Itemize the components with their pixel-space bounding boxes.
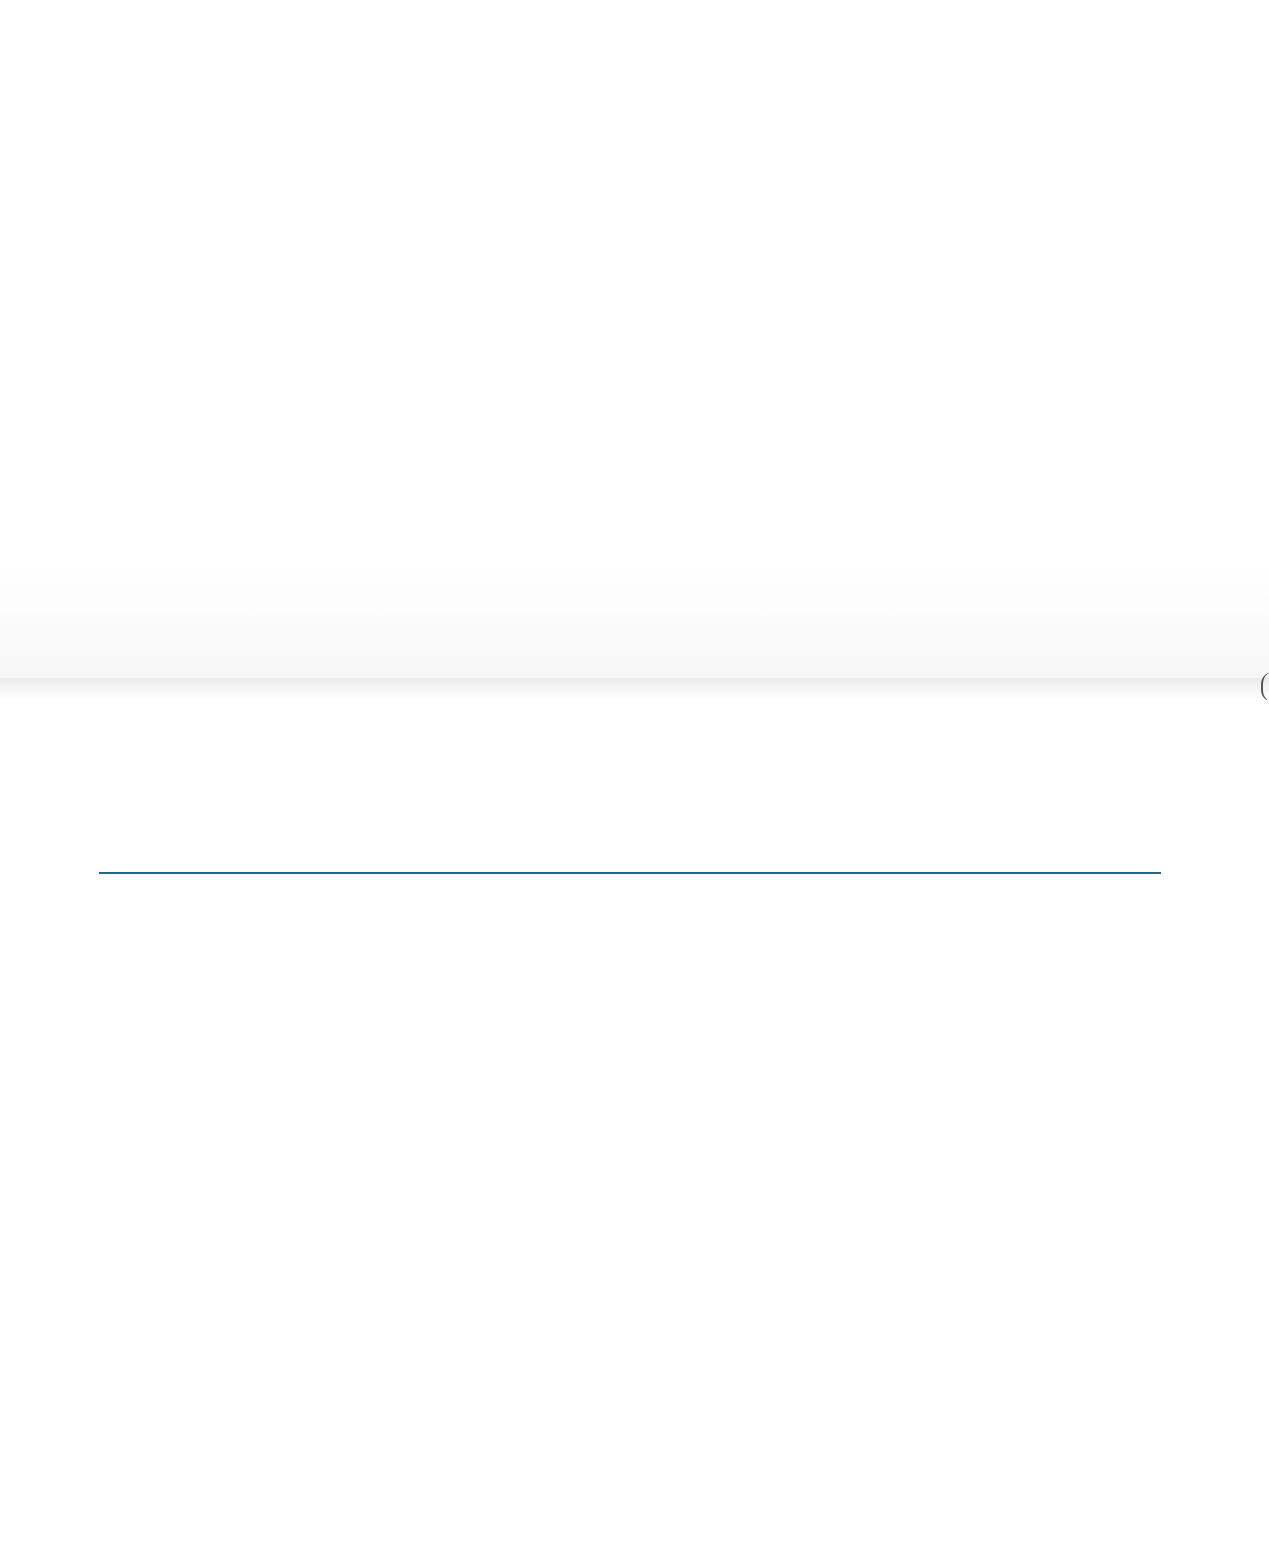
toc-page-top [0,0,1269,678]
toc-page-bottom [0,700,1269,1544]
running-head [99,840,1161,874]
toc-part-entry[interactable] [99,34,1161,74]
page-separator [0,678,1269,700]
